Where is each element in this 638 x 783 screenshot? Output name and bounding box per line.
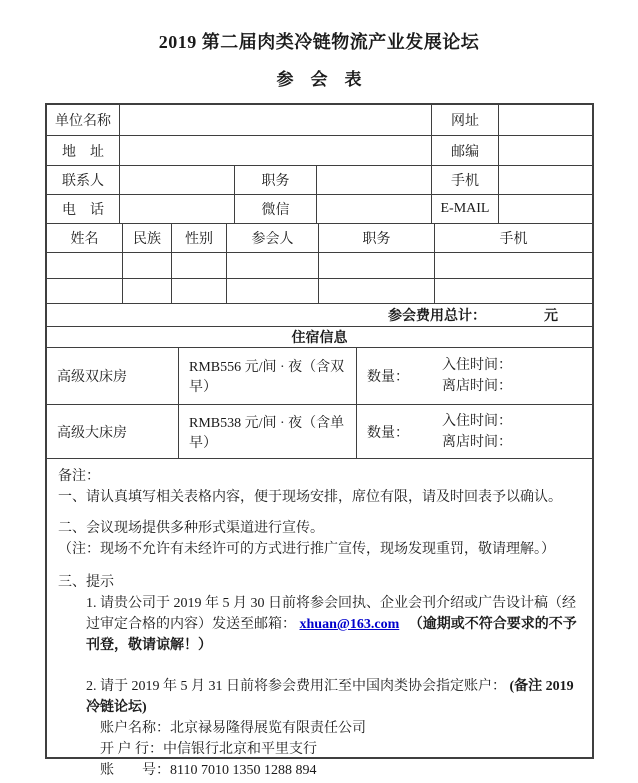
notes-section — [47, 459, 592, 778]
attendee-row-1 — [47, 252, 592, 278]
tip-2-remark: (备注 2019 冷链论坛) — [86, 679, 574, 715]
fee-amount-field[interactable] — [486, 304, 544, 326]
hotel-quantity-field[interactable]: 数量： — [356, 348, 433, 404]
attendee-cell[interactable] — [318, 279, 434, 303]
attendee-header-position: 职务 — [318, 224, 434, 252]
fee-total-row — [47, 303, 592, 326]
bank-branch-line: 开 户 行：中信银行北京和平里支行 — [100, 742, 317, 757]
position-label: 职务 — [234, 166, 316, 194]
phone-label: 电 话 — [62, 203, 104, 218]
attendee-cell[interactable] — [171, 253, 226, 278]
email-link[interactable]: xhuan@163.com — [299, 617, 400, 632]
zip-field[interactable] — [498, 136, 592, 165]
tip-1-text: 1. 请贵公司于 2019 年 5 月 30 日前将参会回执、企业会刊介绍或广告设计稿（经过审定合格的内容）发送至邮箱： — [86, 596, 576, 632]
position-field[interactable] — [316, 166, 431, 194]
hotel-dates-field[interactable] — [433, 405, 592, 458]
row-contact — [47, 165, 592, 194]
attendee-row-2 — [47, 278, 592, 303]
row-phone — [47, 194, 592, 223]
note-item-2: 二、会议现场提供多种形式渠道进行宣传。 — [58, 521, 324, 536]
attendee-cell[interactable] — [122, 279, 171, 303]
note-item-3: 三、提示 — [58, 575, 114, 590]
tip-1-warning: （逾期或不符合要求的不予刊登，敬请谅解！） — [86, 617, 577, 653]
attendee-cell[interactable] — [226, 253, 318, 278]
hotel-room-type: 高级双床房 — [57, 370, 127, 385]
hotel-price: RMB556 元/间 · 夜（含双早） — [178, 348, 356, 404]
website-field[interactable] — [498, 105, 592, 135]
mobile-label: 手机 — [431, 166, 498, 194]
website-label: 网址 — [431, 105, 498, 135]
attendee-header-gender: 性别 — [171, 224, 226, 252]
hotel-dates-field[interactable] — [433, 348, 592, 404]
email-label: E-MAIL — [431, 195, 498, 223]
phone-field[interactable] — [119, 195, 234, 223]
zip-label: 邮编 — [431, 136, 498, 165]
checkin-label: 入住时间： — [442, 413, 512, 429]
wechat-field[interactable] — [316, 195, 431, 223]
attendee-cell[interactable] — [434, 279, 592, 303]
checkin-label: 入住时间： — [442, 358, 512, 373]
fee-total-label: 参会费用总计： — [388, 309, 486, 324]
attendee-cell[interactable] — [318, 253, 434, 278]
attendee-header-mobile: 手机 — [434, 224, 592, 252]
attendee-header-name: 姓名 — [70, 232, 99, 247]
tip-2 — [58, 676, 581, 718]
page-title: 2019 第二届肉类冷链物流产业发展论坛 — [158, 32, 480, 52]
form-subtitle: 参 会 表 — [276, 70, 362, 89]
company-name-field[interactable] — [119, 105, 431, 135]
contact-label: 联系人 — [62, 174, 104, 189]
account-name-line: 账户名称：北京禄易隆得展览有限责任公司 — [100, 721, 366, 736]
contact-field[interactable] — [119, 166, 234, 194]
attendee-header-row — [47, 223, 592, 252]
hotel-quantity-field[interactable]: 数量： — [356, 405, 433, 458]
row-address — [47, 135, 592, 165]
mobile-field[interactable] — [498, 166, 592, 194]
row-company — [47, 105, 592, 135]
attendee-header-ethnicity: 民族 — [122, 224, 171, 252]
notes-heading: 备注： — [58, 469, 100, 484]
checkout-label: 离店时间： — [442, 434, 512, 450]
fee-unit-label: 元 — [544, 309, 558, 324]
hotel-price: RMB538 元/间 · 夜（含单早） — [178, 405, 356, 458]
attendee-cell[interactable] — [47, 279, 122, 303]
attendee-header-participant: 参会人 — [226, 224, 318, 252]
wechat-label: 微信 — [234, 195, 316, 223]
attendee-cell[interactable] — [434, 253, 592, 278]
lodging-section-title: 住宿信息 — [291, 331, 348, 346]
company-name-label: 单位名称 — [55, 114, 111, 129]
attendee-cell[interactable] — [226, 279, 318, 303]
notes-row — [47, 458, 592, 778]
note-item-1: 一、请认真填写相关表格内容，便于现场安排，席位有限，请及时回表予以确认。 — [58, 490, 562, 505]
tip-2-text: 2. 请于 2019 年 5 月 31 日前将参会费用汇至中国肉类协会指定账户： — [86, 679, 506, 694]
hotel-room-type: 高级大床房 — [57, 425, 127, 441]
attendee-cell[interactable] — [171, 279, 226, 303]
fee-total-cell — [47, 304, 592, 326]
address-field[interactable] — [119, 136, 431, 165]
note-item-2-sub: （注：现场不允许有未经许可的方式进行推广宣传，现场发现重罚，敬请理解。） — [58, 542, 555, 557]
email-field[interactable] — [498, 195, 592, 223]
tip-1 — [58, 593, 581, 656]
attendee-cell[interactable] — [122, 253, 171, 278]
account-number-line: 账 号：8110 7010 1350 1288 894 — [100, 763, 317, 778]
address-label: 地 址 — [62, 144, 104, 160]
registration-form-table — [45, 103, 594, 778]
lodging-section-row — [47, 326, 592, 347]
hotel-row-king — [47, 404, 592, 458]
hotel-row-twin — [47, 347, 592, 404]
checkout-label: 离店时间： — [442, 379, 512, 394]
attendee-cell[interactable] — [47, 253, 122, 278]
